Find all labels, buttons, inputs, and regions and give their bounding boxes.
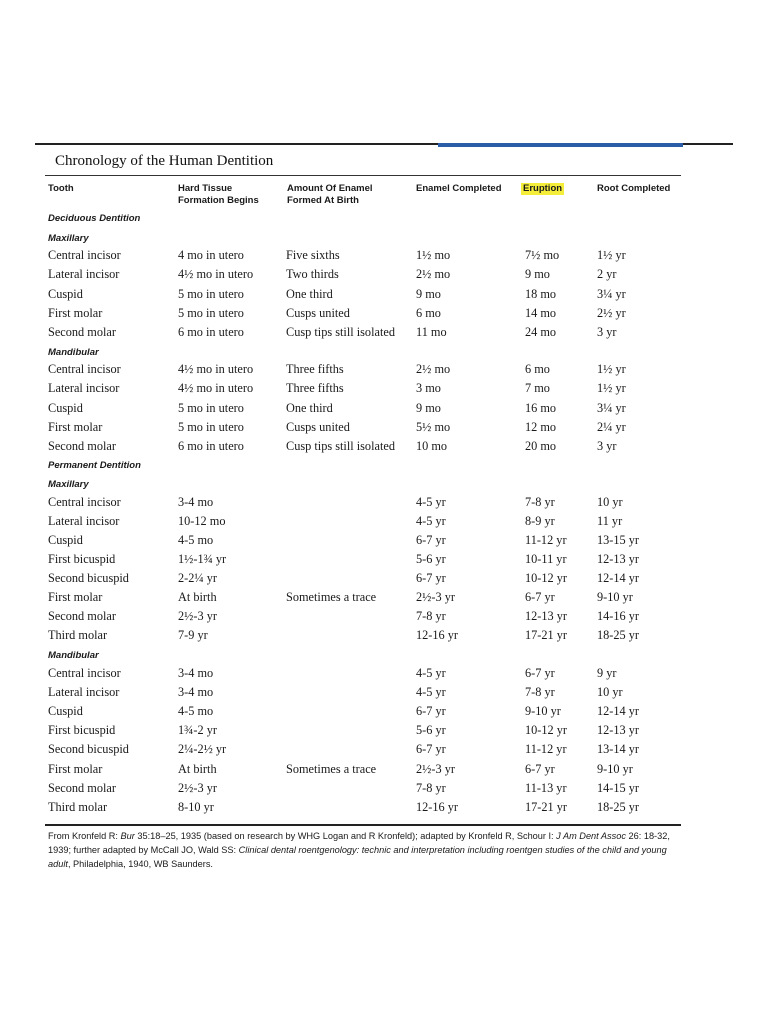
table-row (0, 798, 768, 817)
enamel-completed-cell: 11 mo (416, 325, 447, 339)
table-row (0, 588, 768, 607)
header-eruption-highlighted: Eruption (523, 183, 563, 194)
root-completed-cell: 11 yr (597, 514, 623, 528)
eruption-cell: 14 mo (525, 306, 557, 320)
table-row (0, 607, 768, 626)
enamel-completed-cell: 9 mo (416, 287, 441, 301)
hard-tissue-cell: 3-4 mo (178, 495, 214, 509)
eruption-cell: 11-12 yr (525, 742, 567, 756)
tooth-name-cell: Second molar (48, 781, 116, 795)
root-completed-cell: 1½ yr (597, 248, 626, 262)
eruption-cell: 7-8 yr (525, 495, 555, 509)
footnote-journal: J Am Dent Assoc (556, 831, 626, 841)
footnote-part: , Philadelphia, 1940, WB Saunders. (67, 859, 213, 869)
root-completed-cell: 12-13 yr (597, 723, 640, 737)
table-row (0, 550, 768, 569)
root-completed-cell: 10 yr (597, 685, 623, 699)
root-completed-cell: 13-14 yr (597, 742, 640, 756)
enamel-at-birth-cell: Sometimes a trace (286, 590, 377, 604)
table-row (0, 779, 768, 798)
subsection-deciduous-maxillary: Maxillary (48, 233, 89, 244)
subsection-deciduous-mandibular: Mandibular (48, 347, 99, 358)
header-enamel-completed: Enamel Completed (416, 183, 502, 194)
hard-tissue-cell: 10-12 mo (178, 514, 226, 528)
header-root-completed: Root Completed (597, 183, 671, 194)
root-completed-cell: 14-15 yr (597, 781, 640, 795)
tooth-name-cell: Second molar (48, 325, 116, 339)
root-completed-cell: 1½ yr (597, 381, 626, 395)
tooth-name-cell: Central incisor (48, 495, 121, 509)
table-row (0, 683, 768, 702)
tooth-name-cell: Lateral incisor (48, 685, 120, 699)
tooth-name-cell: First molar (48, 590, 103, 604)
root-completed-cell: 12-14 yr (597, 704, 640, 718)
tooth-name-cell: Central incisor (48, 362, 121, 376)
tooth-name-cell: First molar (48, 306, 103, 320)
eruption-cell: 7 mo (525, 381, 550, 395)
table-row (0, 493, 768, 512)
enamel-at-birth-cell: One third (286, 401, 333, 415)
enamel-completed-cell: 6-7 yr (416, 571, 446, 585)
eruption-cell: 12-13 yr (525, 609, 568, 623)
enamel-completed-cell: 12-16 yr (416, 800, 459, 814)
tooth-name-cell: Central incisor (48, 248, 121, 262)
table-title: Chronology of the Human Dentition (55, 153, 274, 169)
enamel-completed-cell: 2½ mo (416, 267, 451, 281)
tooth-name-cell: Third molar (48, 628, 108, 642)
hard-tissue-cell: 4½ mo in utero (178, 267, 254, 281)
table-row (0, 760, 768, 779)
hard-tissue-cell: 6 mo in utero (178, 325, 244, 339)
root-completed-cell: 13-15 yr (597, 533, 640, 547)
root-completed-cell: 3 yr (597, 325, 617, 339)
hard-tissue-cell: 5 mo in utero (178, 287, 244, 301)
tooth-name-cell: First bicuspid (48, 723, 116, 737)
tooth-name-cell: First bicuspid (48, 552, 116, 566)
root-completed-cell: 9 yr (597, 666, 617, 680)
hard-tissue-cell: 1½-1¾ yr (178, 552, 227, 566)
enamel-completed-cell: 9 mo (416, 401, 441, 415)
hard-tissue-cell: 3-4 mo (178, 666, 214, 680)
eruption-cell: 6-7 yr (525, 666, 555, 680)
table-row (0, 360, 768, 379)
eruption-cell: 9-10 yr (525, 704, 561, 718)
source-footnote (48, 829, 688, 871)
table-row (0, 740, 768, 759)
enamel-completed-cell: 5-6 yr (416, 552, 446, 566)
table-row (0, 265, 768, 284)
eruption-cell: 18 mo (525, 287, 557, 301)
table-row (0, 399, 768, 418)
eruption-cell: 6-7 yr (525, 762, 555, 776)
enamel-completed-cell: 7-8 yr (416, 781, 446, 795)
enamel-completed-cell: 4-5 yr (416, 685, 446, 699)
table-row (0, 304, 768, 323)
table-row (0, 702, 768, 721)
eruption-cell: 16 mo (525, 401, 557, 415)
eruption-cell: 10-12 yr (525, 571, 568, 585)
tooth-name-cell: Third molar (48, 800, 108, 814)
title-divider (45, 175, 681, 176)
hard-tissue-cell: 8-10 yr (178, 800, 214, 814)
enamel-at-birth-cell: Three fifths (286, 362, 344, 376)
root-completed-cell: 9-10 yr (597, 762, 633, 776)
tooth-name-cell: Cuspid (48, 533, 83, 547)
enamel-completed-cell: 6-7 yr (416, 742, 446, 756)
hard-tissue-cell: 2-2¼ yr (178, 571, 217, 585)
hard-tissue-cell: 2¼-2½ yr (178, 742, 227, 756)
hard-tissue-cell: 2½-3 yr (178, 609, 217, 623)
enamel-at-birth-cell: Cusps united (286, 306, 350, 320)
table-row (0, 379, 768, 398)
root-completed-cell: 3 yr (597, 439, 617, 453)
header-rule-accent (438, 143, 683, 147)
enamel-at-birth-cell: Three fifths (286, 381, 344, 395)
table-row (0, 323, 768, 342)
tooth-name-cell: Cuspid (48, 287, 83, 301)
enamel-completed-cell: 10 mo (416, 439, 448, 453)
enamel-at-birth-cell: One third (286, 287, 333, 301)
header-hard-tissue: Hard Tissue Formation Begins (178, 183, 259, 206)
table-row (0, 437, 768, 456)
enamel-completed-cell: 5-6 yr (416, 723, 446, 737)
table-bottom-rule (45, 824, 681, 826)
tooth-name-cell: First molar (48, 420, 103, 434)
table-row (0, 531, 768, 550)
eruption-cell: 12 mo (525, 420, 557, 434)
header-enamel-at-birth: Amount Of Enamel Formed At Birth (287, 183, 373, 206)
table-row (0, 512, 768, 531)
root-completed-cell: 3¼ yr (597, 401, 626, 415)
eruption-cell: 17-21 yr (525, 800, 568, 814)
enamel-completed-cell: 6-7 yr (416, 533, 446, 547)
table-row (0, 569, 768, 588)
table-row (0, 246, 768, 265)
enamel-at-birth-cell: Cusp tips still isolated (286, 439, 395, 453)
hard-tissue-cell: 6 mo in utero (178, 439, 244, 453)
footnote-part: 26: 18-32, 1939; further adapted by McCall JO, Wald SS: (48, 831, 670, 855)
table-row (0, 626, 768, 645)
header-tooth: Tooth (48, 183, 74, 194)
hard-tissue-cell: 7-9 yr (178, 628, 208, 642)
root-completed-cell: 2 yr (597, 267, 617, 281)
enamel-at-birth-cell: Cusp tips still isolated (286, 325, 395, 339)
tooth-name-cell: Central incisor (48, 666, 121, 680)
hard-tissue-cell: At birth (178, 590, 217, 604)
table-row (0, 285, 768, 304)
hard-tissue-cell: 2½-3 yr (178, 781, 217, 795)
root-completed-cell: 1½ yr (597, 362, 626, 376)
tooth-name-cell: First molar (48, 762, 103, 776)
hard-tissue-cell: 4-5 mo (178, 704, 214, 718)
header-rule (35, 143, 733, 147)
hard-tissue-cell: At birth (178, 762, 217, 776)
hard-tissue-cell: 4-5 mo (178, 533, 214, 547)
table-row (0, 418, 768, 437)
root-completed-cell: 18-25 yr (597, 800, 640, 814)
tooth-name-cell: Second molar (48, 609, 116, 623)
tooth-name-cell: Second bicuspid (48, 571, 129, 585)
section-deciduous-dentition: Deciduous Dentition (48, 213, 141, 224)
eruption-cell: 17-21 yr (525, 628, 568, 642)
eruption-cell: 10-11 yr (525, 552, 567, 566)
hard-tissue-cell: 1¾-2 yr (178, 723, 217, 737)
tooth-name-cell: Second molar (48, 439, 116, 453)
eruption-cell: 24 mo (525, 325, 557, 339)
section-permanent-dentition: Permanent Dentition (48, 460, 141, 471)
eruption-cell: 7-8 yr (525, 685, 555, 699)
hard-tissue-cell: 5 mo in utero (178, 401, 244, 415)
eruption-cell: 20 mo (525, 439, 557, 453)
enamel-completed-cell: 6-7 yr (416, 704, 446, 718)
footnote-part: 35:18–25, 1935 (based on research by WHG Logan and R Kronfeld); adapted by Kronfeld R, Schour I: (134, 831, 557, 841)
subsection-permanent-mandibular: Mandibular (48, 650, 99, 661)
eruption-cell: 6 mo (525, 362, 550, 376)
hard-tissue-cell: 4½ mo in utero (178, 362, 254, 376)
eruption-cell: 11-12 yr (525, 533, 567, 547)
root-completed-cell: 2½ yr (597, 306, 626, 320)
enamel-completed-cell: 6 mo (416, 306, 441, 320)
hard-tissue-cell: 5 mo in utero (178, 420, 244, 434)
root-completed-cell: 12-13 yr (597, 552, 640, 566)
tooth-name-cell: Lateral incisor (48, 381, 120, 395)
eruption-cell: 10-12 yr (525, 723, 568, 737)
tooth-name-cell: Lateral incisor (48, 267, 120, 281)
eruption-cell: 6-7 yr (525, 590, 555, 604)
enamel-at-birth-cell: Cusps united (286, 420, 350, 434)
subsection-permanent-maxillary: Maxillary (48, 479, 89, 490)
eruption-cell: 8-9 yr (525, 514, 555, 528)
enamel-completed-cell: 2½-3 yr (416, 762, 455, 776)
eruption-cell: 7½ mo (525, 248, 560, 262)
root-completed-cell: 2¼ yr (597, 420, 626, 434)
enamel-completed-cell: 4-5 yr (416, 514, 446, 528)
hard-tissue-cell: 4½ mo in utero (178, 381, 254, 395)
tooth-name-cell: Cuspid (48, 401, 83, 415)
footnote-book-title: Clinical dental roentgenology: technic and interpretation including roentgen studies of the child and young adult (48, 845, 667, 869)
root-completed-cell: 12-14 yr (597, 571, 640, 585)
enamel-completed-cell: 12-16 yr (416, 628, 459, 642)
enamel-completed-cell: 2½ mo (416, 362, 451, 376)
tooth-name-cell: Second bicuspid (48, 742, 129, 756)
table-header-row (0, 183, 768, 213)
tooth-name-cell: Cuspid (48, 704, 83, 718)
enamel-completed-cell: 3 mo (416, 381, 441, 395)
hard-tissue-cell: 3-4 mo (178, 685, 214, 699)
hard-tissue-cell: 5 mo in utero (178, 306, 244, 320)
table-row (0, 721, 768, 740)
enamel-completed-cell: 4-5 yr (416, 495, 446, 509)
eruption-cell: 9 mo (525, 267, 550, 281)
root-completed-cell: 3¼ yr (597, 287, 626, 301)
footnote-journal: Bur (120, 831, 135, 841)
enamel-at-birth-cell: Two thirds (286, 267, 339, 281)
tooth-name-cell: Lateral incisor (48, 514, 120, 528)
enamel-completed-cell: 2½-3 yr (416, 590, 455, 604)
enamel-completed-cell: 1½ mo (416, 248, 451, 262)
root-completed-cell: 14-16 yr (597, 609, 640, 623)
enamel-completed-cell: 4-5 yr (416, 666, 446, 680)
root-completed-cell: 9-10 yr (597, 590, 633, 604)
enamel-completed-cell: 7-8 yr (416, 609, 446, 623)
enamel-at-birth-cell: Sometimes a trace (286, 762, 377, 776)
table-row (0, 664, 768, 683)
enamel-at-birth-cell: Five sixths (286, 248, 340, 262)
eruption-cell: 11-13 yr (525, 781, 567, 795)
footnote-part: From Kronfeld R: (48, 831, 121, 841)
hard-tissue-cell: 4 mo in utero (178, 248, 244, 262)
enamel-completed-cell: 5½ mo (416, 420, 451, 434)
root-completed-cell: 18-25 yr (597, 628, 640, 642)
root-completed-cell: 10 yr (597, 495, 623, 509)
